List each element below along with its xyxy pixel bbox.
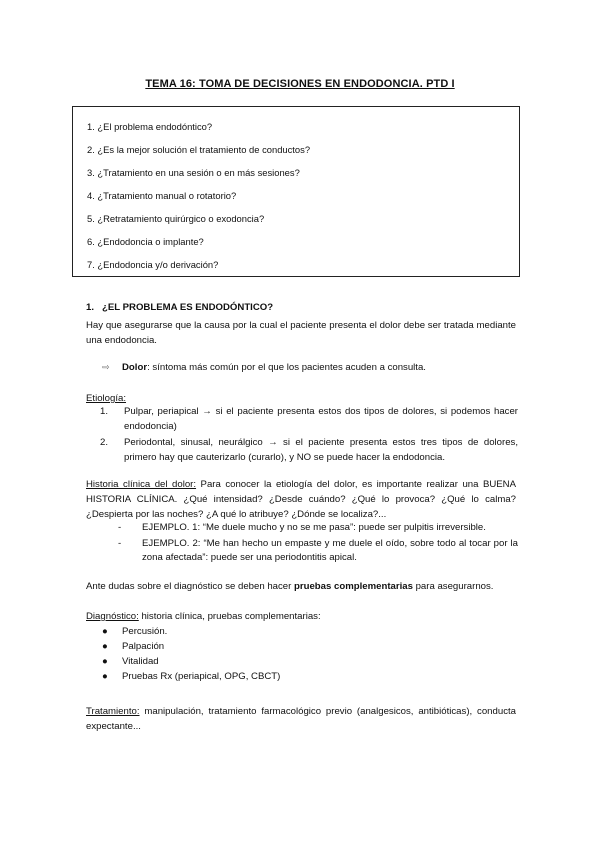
list-item (100, 436, 518, 465)
list-text: Palpación (122, 641, 165, 652)
question-item: 6. ¿Endodoncia o implante? (87, 236, 204, 247)
tratamiento-paragraph (86, 704, 516, 734)
question-item: 1. ¿El problema endodóntico? (87, 121, 213, 132)
etiologia-label: Etiología: (86, 393, 127, 404)
section-heading (86, 302, 273, 313)
list-item (100, 405, 518, 434)
dudas-text-post: para asegurarnos. (412, 581, 494, 592)
bullet-icon: ● (102, 656, 108, 667)
list-text: EJEMPLO. 2: “Me han hecho un empaste y me duele el oído, sobre todo al tocar por la zona afectada”: puede ser una periodontitis apical. (142, 538, 518, 563)
question-item: 5. ¿Retratamiento quirúrgico o exodoncia? (87, 213, 265, 224)
diagnostico-label: Diagnóstico: (86, 611, 139, 622)
questions-box (72, 106, 520, 277)
historia-paragraph (86, 477, 516, 522)
list-text: Percusión. (122, 626, 168, 637)
etiologia-list (100, 405, 518, 467)
ejemplos-list (118, 521, 518, 567)
dudas-bold: pruebas complementarias (294, 581, 413, 592)
list-item (102, 639, 402, 654)
bullet-icon: ● (102, 671, 108, 682)
diagnostico-list (102, 624, 402, 684)
dolor-label: Dolor (122, 362, 148, 373)
list-text: EJEMPLO. 1: “Me duele mucho y no se me pasa”: puede ser pulpitis irreversible. (142, 522, 486, 533)
dudas-text-pre: Ante dudas sobre el diagnóstico se deben hacer (86, 581, 295, 592)
tratamiento-text: manipulación, tratamiento farmacológico previo (analgesicos, antibióticas), conducta expectante... (86, 706, 516, 732)
page-title: TEMA 16: TOMA DE DECISIONES EN ENDODONCIA. PTD I (145, 78, 455, 90)
list-item (102, 654, 402, 669)
list-item (118, 537, 518, 565)
list-text: Periodontal, sinusal, neurálgico → si el paciente presenta estos tres tipos de dolores, primero hay que cauterizarlo (curarlo), y NO se puede hacer la endodoncia. (124, 437, 518, 463)
question-item: 3. ¿Tratamiento en una sesión o en más sesiones? (87, 167, 300, 178)
tratamiento-label: Tratamiento: (86, 706, 140, 717)
dudas-paragraph (86, 579, 516, 594)
historia-text: Para conocer la etiología del dolor, es importante realizar una BUENA HISTORIA CLÍNICA. ¿Qué intensidad? ¿Desde cuándo? ¿Qué lo provoca? ¿Qué lo calma? ¿Despierta por las noches? ¿A qué lo atribuye? ¿Dónde se localiza?... (86, 479, 517, 520)
dash-marker: - (118, 522, 122, 533)
list-text: Vitalidad (122, 656, 159, 667)
question-item: 7. ¿Endodoncia y/o derivación? (87, 259, 219, 270)
diagnostico-paragraph (86, 609, 516, 624)
list-number: 1. (100, 406, 109, 417)
list-text: Pulpar, periapical → si el paciente presenta estos dos tipos de dolores, si podemos hacer endodoncia) (124, 406, 518, 432)
dolor-text: : síntoma más común por el que los pacientes acuden a consulta. (147, 362, 426, 373)
bullet-icon: ● (102, 641, 108, 652)
question-item: 2. ¿Es la mejor solución el tratamiento de conductos? (87, 144, 311, 155)
list-text: Pruebas Rx (periapical, OPG, CBCT) (122, 671, 281, 682)
dash-marker: - (118, 538, 122, 549)
diagnostico-text: historia clínica, pruebas complementarias: (138, 611, 321, 622)
bullet-icon: ● (102, 626, 108, 637)
question-item: 4. ¿Tratamiento manual o rotatorio? (87, 190, 237, 201)
historia-label: Historia clínica del dolor: (86, 479, 197, 490)
intro-paragraph: Hay que asegurarse que la causa por la cual el paciente presenta el dolor debe ser tratada mediante una endodoncia. (86, 320, 516, 346)
list-item (102, 624, 402, 639)
list-number: 2. (100, 437, 109, 448)
dolor-item (102, 360, 522, 375)
arrow-icon: ⇨ (102, 362, 110, 372)
list-item (102, 669, 402, 684)
etiologia-heading (86, 391, 516, 406)
list-item (118, 521, 518, 535)
section-number: 1. (86, 302, 95, 313)
section-heading-text: ¿EL PROBLEMA ES ENDODÓNTICO? (102, 302, 274, 313)
